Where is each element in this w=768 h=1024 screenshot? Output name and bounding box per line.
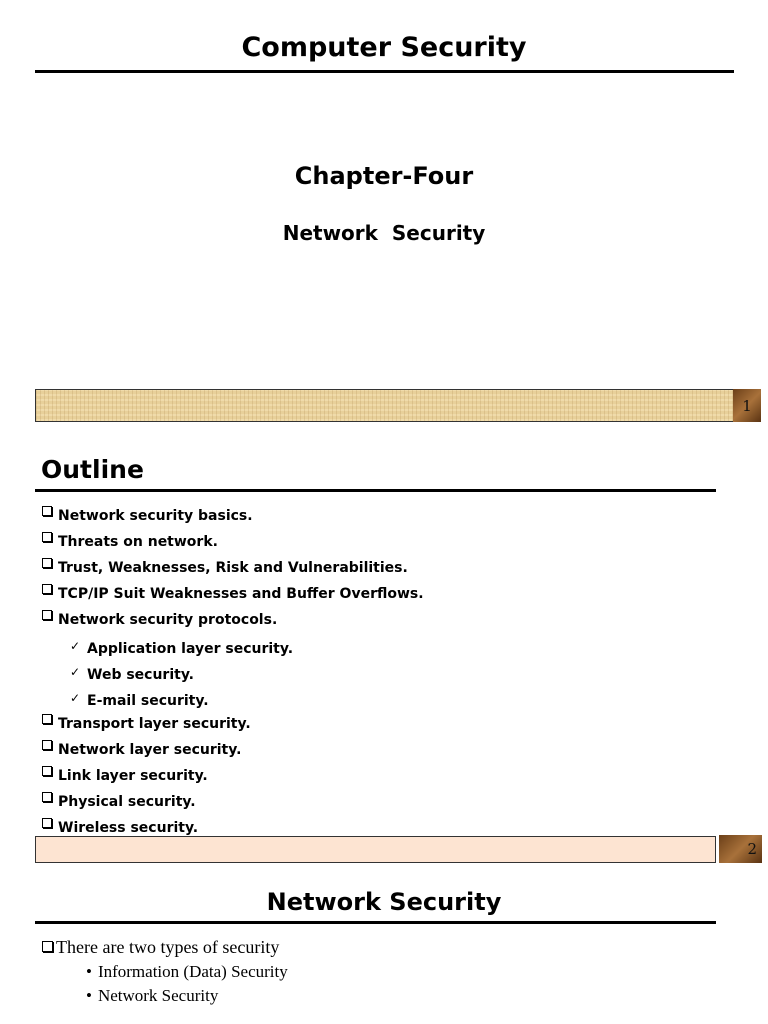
list-item-text: TCP/IP Suit Weaknesses and Buffer Overflows. (58, 586, 424, 602)
round-bullet-icon: • (86, 962, 92, 981)
list-item (42, 503, 424, 529)
list-item-text: Application layer security. (87, 641, 294, 657)
slide1-footer-bar (35, 389, 734, 422)
list-item-text: Information (Data) Security (97, 962, 288, 981)
list-item (42, 555, 424, 581)
slide1-subtitle: Network Security (282, 221, 486, 245)
list-item-text: Threats on network. (58, 534, 218, 550)
square-bullet-icon (42, 532, 52, 542)
list-item (42, 607, 424, 633)
list-item-text: Physical security. (58, 794, 196, 810)
list-item (42, 685, 424, 711)
list-item (42, 984, 288, 1008)
slide3-title: Network Security (266, 888, 502, 916)
slide2-title: Outline (41, 455, 144, 484)
square-bullet-icon (42, 766, 52, 776)
list-item-text: Wireless security. (58, 820, 199, 836)
slide2-title-rule (35, 489, 716, 492)
list-item (42, 659, 424, 685)
slide1-chapter: Chapter-Four (294, 162, 474, 190)
list-item-text: Network security basics. (58, 508, 253, 524)
list-item (42, 581, 424, 607)
list-item (42, 633, 424, 659)
list-item-text: E-mail security. (87, 693, 209, 709)
list-item-text: Transport layer security. (58, 716, 251, 732)
slide1-title: Computer Security (241, 32, 527, 63)
list-item (42, 711, 424, 737)
square-bullet-icon (42, 610, 52, 620)
slide1-page-number: 1 (733, 389, 761, 422)
square-bullet-icon (42, 792, 52, 802)
list-item (42, 789, 424, 815)
list-item (42, 529, 424, 555)
list-item (42, 763, 424, 789)
slide3-lead-text: There are two types of security (56, 937, 280, 957)
list-item-text: Trust, Weaknesses, Risk and Vulnerabilities. (58, 560, 408, 576)
square-bullet-icon (42, 558, 52, 568)
square-bullet-icon (42, 941, 53, 952)
slide2-page-number: 2 (719, 835, 762, 863)
round-bullet-icon: • (86, 986, 92, 1005)
list-item-text: Web security. (87, 667, 194, 683)
square-bullet-icon (42, 818, 52, 828)
checkmark-icon: ✓ (70, 665, 81, 679)
outline-list (42, 503, 424, 841)
slide1-title-rule (35, 70, 734, 73)
slide3-lead (42, 934, 288, 960)
square-bullet-icon (42, 584, 52, 594)
slide2-footer-bar (35, 836, 716, 863)
square-bullet-icon (42, 740, 52, 750)
list-item-text: Network Security (97, 986, 219, 1005)
slide3-body (42, 934, 288, 1008)
checkmark-icon: ✓ (70, 639, 81, 653)
list-item (42, 737, 424, 763)
list-item (42, 960, 288, 984)
slide3-title-rule (35, 921, 716, 924)
square-bullet-icon (42, 506, 52, 516)
list-item-text: Network security protocols. (58, 612, 278, 628)
list-item-text: Network layer security. (58, 742, 242, 758)
square-bullet-icon (42, 714, 52, 724)
checkmark-icon: ✓ (70, 691, 81, 705)
list-item-text: Link layer security. (58, 768, 208, 784)
